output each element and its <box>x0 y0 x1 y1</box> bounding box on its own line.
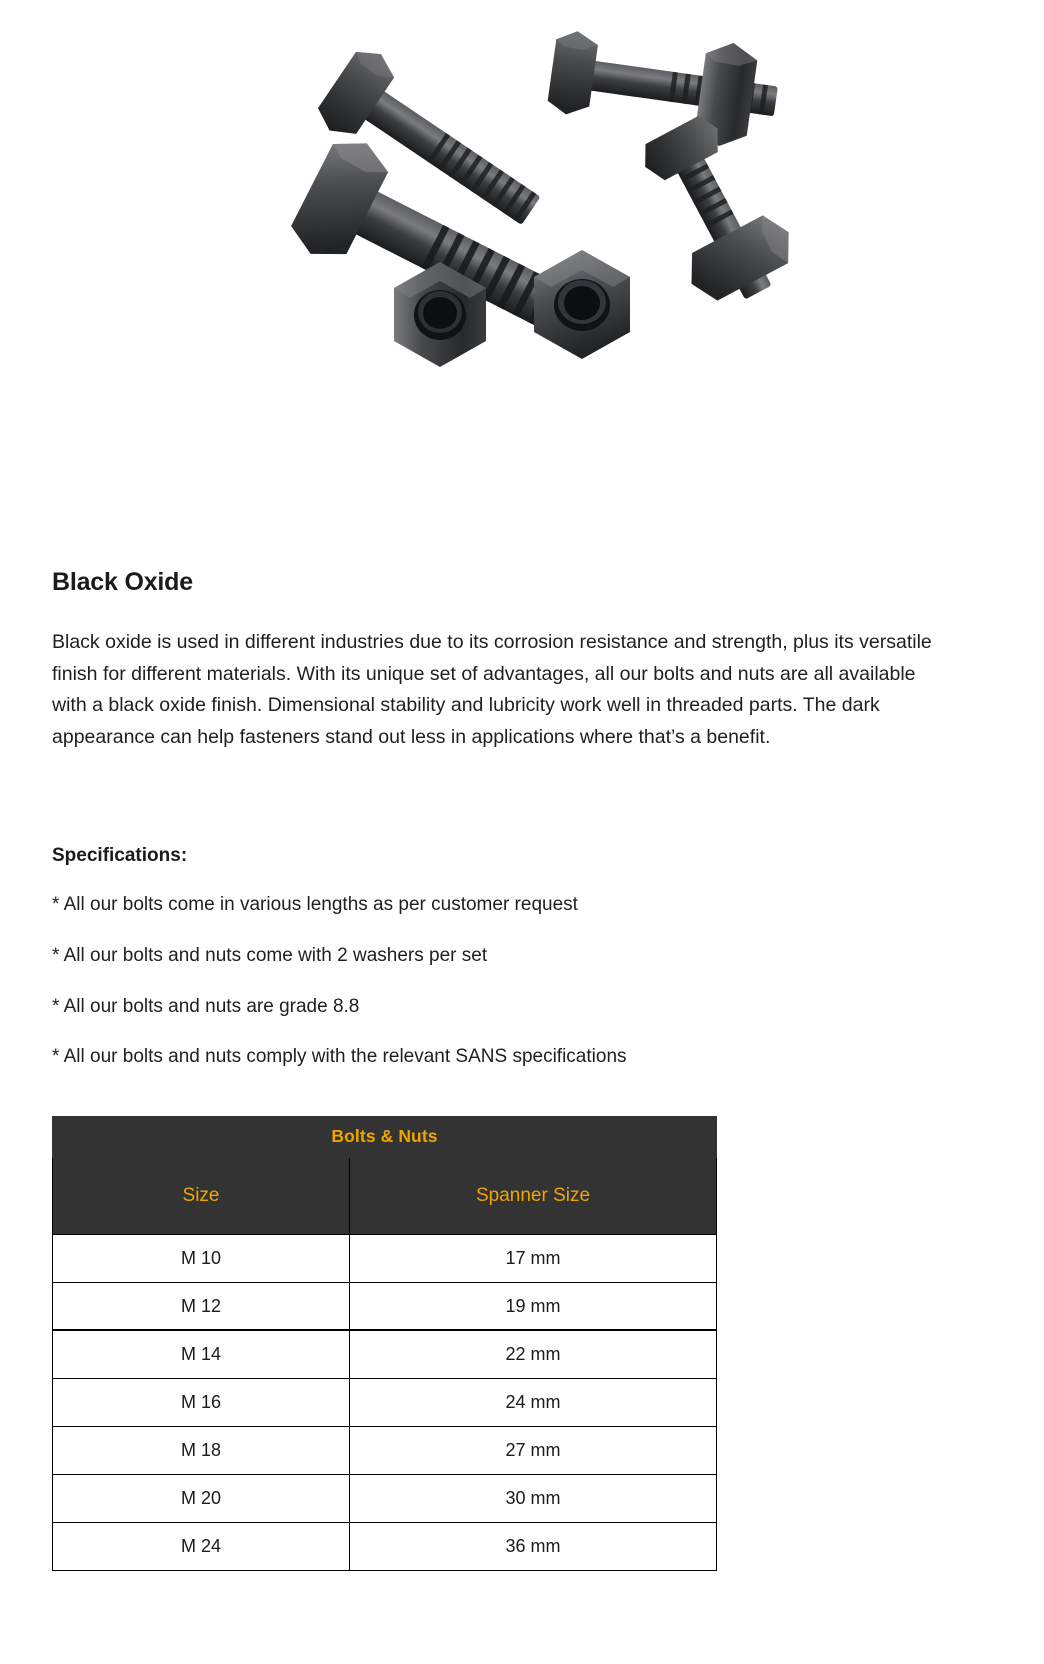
bolt-right <box>623 104 802 318</box>
spec-item: * All our bolts and nuts comply with the relevant SANS specifications <box>52 1046 627 1068</box>
column-header-spanner-size: Spanner Size <box>350 1157 717 1234</box>
intro-paragraph: Black oxide is used in different industries due to its corrosion resistance and strength, plus its versatile finish for different materials. With its unique set of advantages, all our bolts and nuts are all available with a black oxide finish. Dimensional stability and lubricity work well in threaded parts. The dark appearance can help fasteners stand out less in applications where that’s a benefit. <box>52 631 932 748</box>
page-title: Black Oxide <box>52 568 193 596</box>
cell-size: M 18 <box>53 1426 350 1474</box>
cell-size: M 14 <box>53 1330 350 1378</box>
cell-spanner: 22 mm <box>350 1330 717 1378</box>
table-row <box>53 1474 717 1522</box>
cell-size: M 16 <box>53 1378 350 1426</box>
table-row <box>53 1426 717 1474</box>
column-header-size: Size <box>53 1157 350 1234</box>
table-row <box>53 1330 717 1378</box>
cell-spanner: 27 mm <box>350 1426 717 1474</box>
cell-spanner: 36 mm <box>350 1522 717 1570</box>
cell-size: M 24 <box>53 1522 350 1570</box>
spec-item: * All our bolts and nuts come with 2 washers per set <box>52 944 488 966</box>
table-row <box>53 1282 717 1330</box>
table-row <box>53 1522 717 1570</box>
bolts-and-nuts-illustration <box>242 0 802 420</box>
table-group-header: Bolts & Nuts <box>53 1116 717 1157</box>
article-content <box>0 568 1044 1070</box>
cell-size: M 20 <box>53 1474 350 1522</box>
spec-item: * All our bolts come in various lengths as per customer request <box>52 894 578 916</box>
table-column-header-row <box>53 1157 717 1234</box>
cell-spanner: 17 mm <box>350 1234 717 1282</box>
hex-nut-center <box>534 250 630 359</box>
bolt-upper-right <box>545 19 783 153</box>
hero-image <box>0 0 1044 530</box>
bolts-nuts-table-wrapper <box>0 1116 1044 1571</box>
table-row <box>53 1234 717 1282</box>
bolts-nuts-table <box>52 1116 717 1571</box>
cell-size: M 10 <box>53 1234 350 1282</box>
table-row <box>53 1378 717 1426</box>
specifications-heading: Specifications: <box>52 845 188 867</box>
table-group-header-row <box>53 1116 717 1157</box>
specifications-list <box>52 892 992 1070</box>
cell-spanner: 19 mm <box>350 1282 717 1330</box>
spec-item: * All our bolts and nuts are grade 8.8 <box>52 995 360 1017</box>
cell-spanner: 30 mm <box>350 1474 717 1522</box>
cell-size: M 12 <box>53 1282 350 1330</box>
cell-spanner: 24 mm <box>350 1378 717 1426</box>
